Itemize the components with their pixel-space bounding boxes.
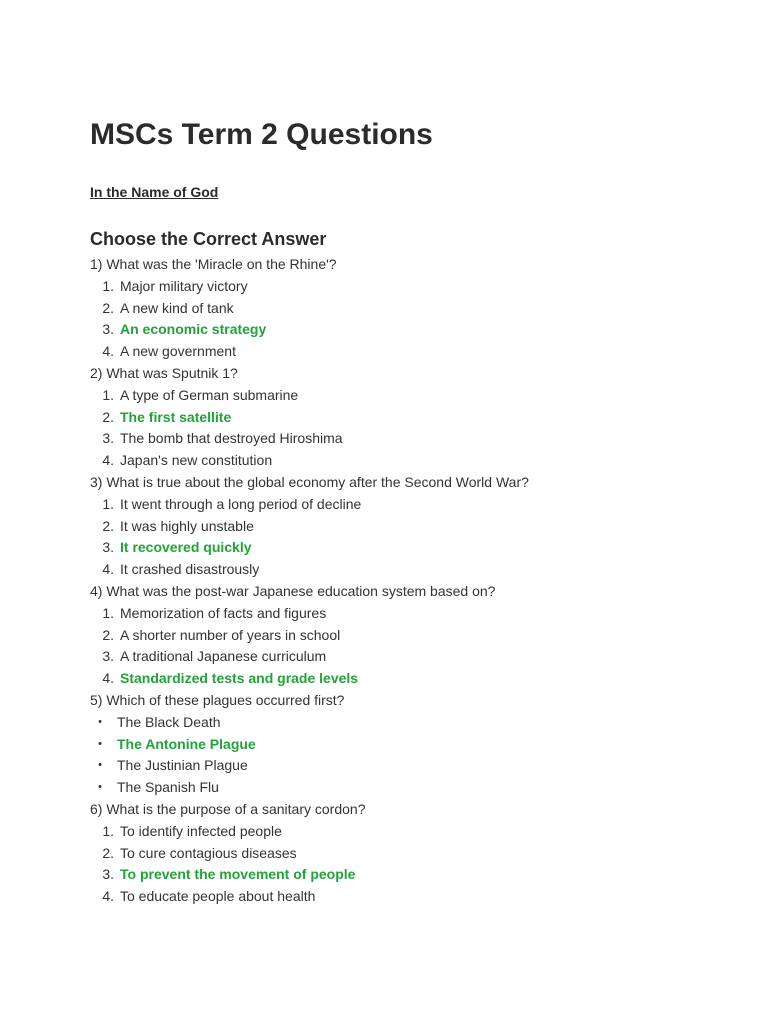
answer-option [90, 494, 730, 516]
answer-text: To identify infected people [120, 822, 282, 839]
answer-option [90, 603, 730, 625]
answer-option [90, 646, 730, 668]
list-number: 2. [102, 517, 114, 534]
list-number: 4. [102, 561, 114, 578]
answer-text: The Black Death [117, 713, 221, 730]
answer-option [90, 559, 730, 581]
answer-option [90, 886, 730, 908]
list-number: 4. [102, 452, 114, 469]
answer-text: Japan's new constitution [120, 452, 273, 469]
list-number: 2. [102, 844, 114, 861]
list-number: 3. [102, 539, 114, 556]
answer-option-correct [90, 668, 730, 690]
answer-option-correct [90, 537, 730, 559]
page-title: MSCs Term 2 Questions [90, 118, 433, 151]
question-prompt: 1) What was the 'Miracle on the Rhine'? [90, 256, 337, 272]
answer-option [90, 777, 730, 799]
answer-option-correct [90, 319, 730, 341]
answer-option-correct [90, 864, 730, 886]
answer-option [90, 276, 730, 298]
answer-option-correct [90, 734, 730, 756]
list-number: 4. [102, 888, 114, 905]
answer-text: It went through a long period of decline [120, 495, 362, 512]
answer-text: The first satellite [120, 408, 232, 425]
list-number: 1. [102, 277, 114, 294]
answer-text: Major military victory [120, 277, 248, 294]
section-heading: Choose the Correct Answer [90, 229, 327, 249]
list-number: 1. [102, 604, 114, 621]
list-number: 4. [102, 343, 114, 360]
answer-text: An economic strategy [120, 321, 267, 338]
answer-text: The Antonine Plague [117, 735, 256, 752]
answer-text: It was highly unstable [120, 517, 254, 534]
question-prompt: 2) What was Sputnik 1? [90, 364, 238, 381]
bullet-marker: • [98, 737, 102, 750]
answer-text: It recovered quickly [120, 539, 252, 556]
bullet-marker: • [98, 781, 102, 794]
list-number: 3. [102, 321, 114, 338]
question-prompt: 4) What was the post-war Japanese education system based on? [90, 582, 496, 599]
question-prompt: 5) Which of these plagues occurred first? [90, 691, 345, 708]
list-number: 3. [102, 648, 114, 665]
list-number: 2. [102, 408, 114, 425]
answer-option-correct [90, 407, 730, 429]
list-number: 3. [102, 866, 114, 883]
answer-text: To prevent the movement of people [120, 866, 356, 883]
answer-option [90, 712, 730, 734]
answer-text: The Spanish Flu [117, 779, 219, 796]
question-prompt: 3) What is true about the global economy after the Second World War? [90, 473, 529, 490]
answer-option [90, 821, 730, 843]
list-number: 3. [102, 430, 114, 447]
bullet-marker: • [98, 715, 102, 728]
answer-text: A new kind of tank [120, 299, 234, 316]
answer-option [90, 516, 730, 538]
answer-option [90, 450, 730, 472]
answer-text: A new government [120, 343, 236, 360]
list-number: 1. [102, 822, 114, 839]
question-prompt: 6) What is the purpose of a sanitary cordon? [90, 800, 366, 817]
answer-option [90, 843, 730, 865]
list-number: 2. [102, 626, 114, 643]
answer-option [90, 755, 730, 777]
answer-text: To educate people about health [120, 888, 316, 905]
answer-option [90, 428, 730, 450]
answer-text: It crashed disastrously [120, 561, 260, 578]
answer-text: To cure contagious diseases [120, 844, 297, 861]
answer-option [90, 385, 730, 407]
question-list [90, 254, 730, 908]
answer-text: The bomb that destroyed Hiroshima [120, 430, 343, 447]
answer-option [90, 625, 730, 647]
list-number: 1. [102, 495, 114, 512]
answer-option [90, 298, 730, 320]
document-subtitle: In the Name of God [90, 184, 219, 200]
answer-text: Standardized tests and grade levels [120, 670, 359, 687]
answer-text: Memorization of facts and figures [120, 604, 327, 621]
answer-text: A shorter number of years in school [120, 626, 341, 643]
answer-text: A traditional Japanese curriculum [120, 648, 327, 665]
answer-text: The Justinian Plague [117, 757, 248, 774]
answer-text: A type of German submarine [120, 386, 299, 403]
list-number: 1. [102, 386, 114, 403]
bullet-marker: • [98, 759, 102, 772]
list-number: 2. [102, 299, 114, 316]
answer-option [90, 341, 730, 363]
list-number: 4. [102, 670, 114, 687]
